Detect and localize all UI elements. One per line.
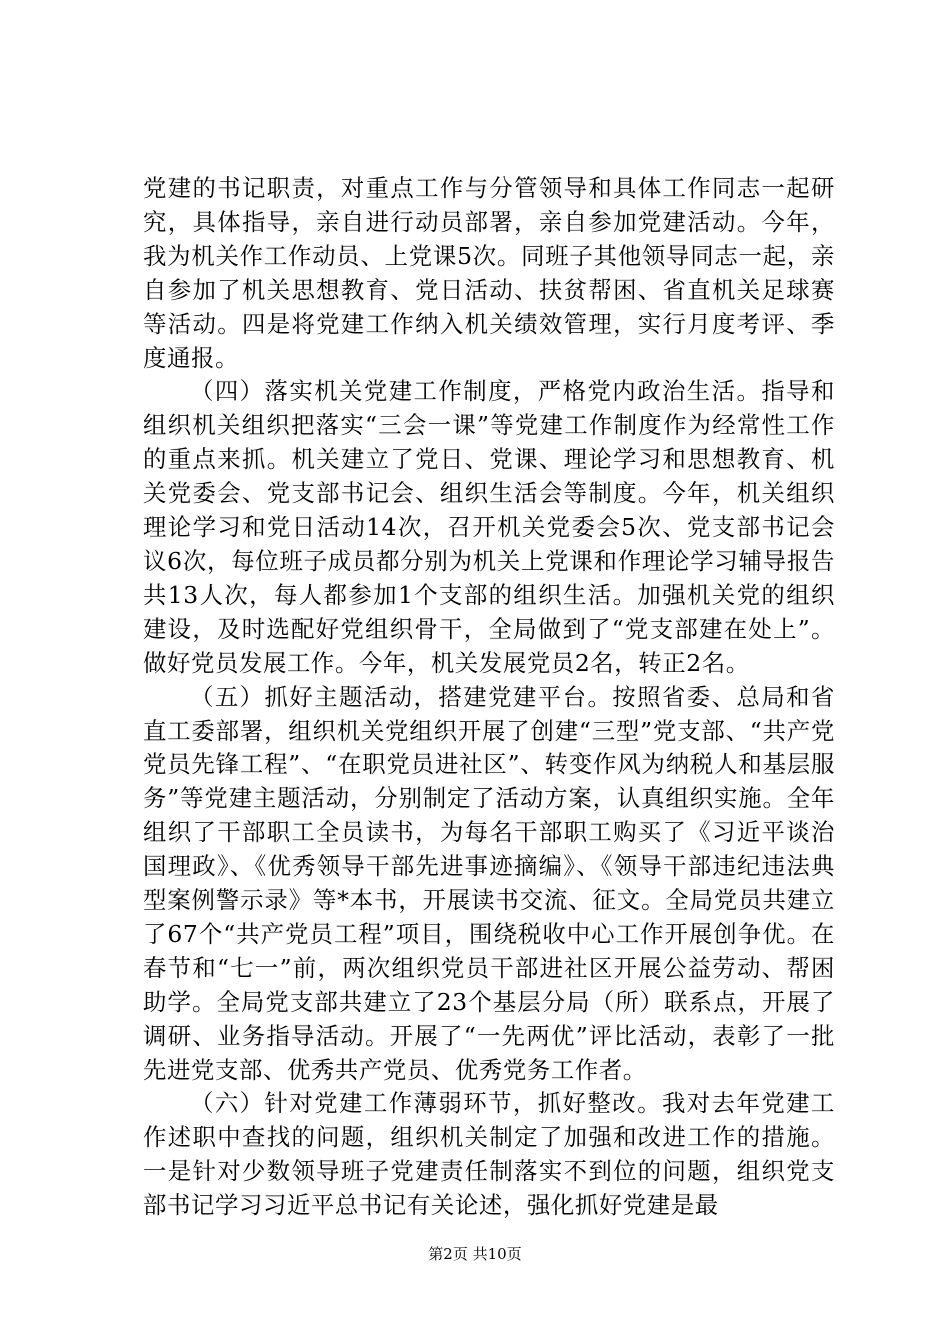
paragraph-1: 党建的书记职责，对重点工作与分管领导和具体工作同志一起研究，具体指导，亲自进行动员部署，亲自参加党建活动。今年，我为机关作工作动员、上党课5次。同班子其他领导同志一起，亲自参加了机关思想教育、党日活动、扶贫帮困、省直机关足球赛等活动。四是将党建工作纳入机关绩效管理，实行月度考评、季度通报。: [143, 174, 835, 372]
paragraph-3: （五）抓好主题活动，搭建党建平台。按照省委、总局和省直工委部署，组织机关党组织开展了创建“三型”党支部、“共产党党员先锋工程”、“在职党员进社区”、转变作风为纳税人和基层服务”等党建主题活动，分别制定了活动方案，认真组织实施。全年组织了干部职工全员读书，为每名干部职工购买了《习近平谈治国理政》、《优秀领导干部先进事迹摘编》、《领导干部违纪违法典型案例警示录》等*本书，开展读书交流、征文。全局党员共建立了67个“共产党员工程”项目，围绕税收中心工作开展创争优。在春节和“七一”前，两次组织党员干部进社区开展公益劳动、帮困助学。全局党支部共建立了23个基层分局（所）联系点，开展了调研、业务指导活动。开展了“一先两优”评比活动，表彰了一批先进党支部、优秀共产党员、优秀党务工作者。: [143, 682, 835, 1084]
document-body: [143, 172, 835, 1223]
paragraph-4: （六）针对党建工作薄弱环节，抓好整改。我对去年党建工作述职中查找的问题，组织机关制定了加强和改进工作的措施。一是针对少数领导班子党建责任制落实不到位的问题，组织党支部书记学习习近平总书记有关论述，强化抓好党建是最: [143, 1089, 835, 1220]
page-number: 第2页 共10页: [428, 1245, 522, 1263]
paragraph-2: （四）落实机关党建工作制度，严格党内政治生活。指导和组织机关组织把落实“三会一课”等党建工作制度作为经常性工作的重点来抓。机关建立了党日、党课、理论学习和思想教育、机关党委会、党支部书记会、组织生活会等制度。今年，机关组织理论学习和党日活动14次，召开机关党委会5次、党支部书记会议6次，每位班子成员都分别为机关上党课和作理论学习辅导报告共13人次，每人都参加1个支部的组织生活。加强机关党的组织建设，及时选配好党组织骨干，全局做到了“党支部建在处上”。做好党员发展工作。今年，机关发展党员2名，转正2名。: [143, 377, 835, 677]
page-footer: [0, 1244, 950, 1264]
